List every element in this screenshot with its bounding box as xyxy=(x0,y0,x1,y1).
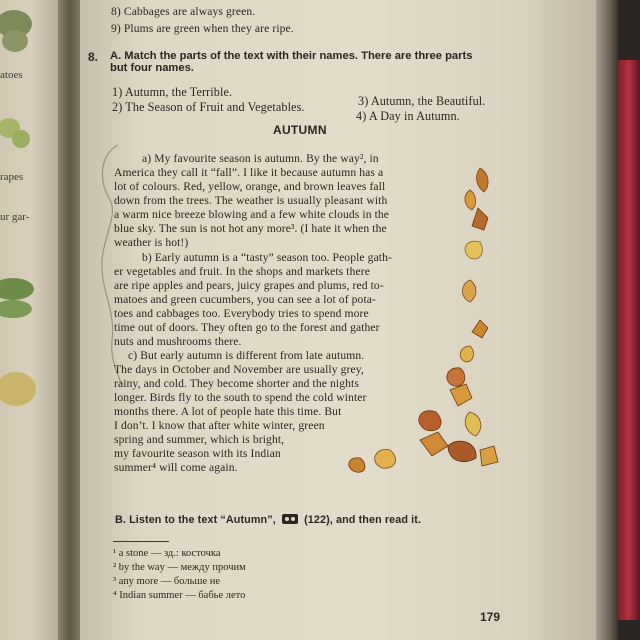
text-line: weather is hot!) xyxy=(114,236,189,249)
left-page-word: rapes xyxy=(0,171,24,183)
page-number: 179 xyxy=(480,610,501,624)
text-line: blue sky. The sun is not hot any more³. (I hate it when the xyxy=(114,222,387,235)
text-line: America they call it “fall”. I like it because autumn has a xyxy=(114,166,384,179)
text-line: rainy, and cold. They become shorter and the nights xyxy=(114,377,359,390)
text-line: The days in October and November are usually grey, xyxy=(114,363,364,376)
text-line: a warm nice breeze blowing and a few white clouds in the xyxy=(114,208,390,221)
instruction-line: A. Match the parts of the text with their names. There are three parts xyxy=(110,50,473,62)
text-line: my favourite season with its Indian xyxy=(114,447,281,460)
text-line: b) Early autumn is a “tasty” season too. People gath- xyxy=(142,251,392,264)
text-line: toes and cabbages too. Everybody tries to spend more xyxy=(114,307,369,320)
text-line: summer⁴ will come again. xyxy=(114,461,238,474)
instruction-line: but four names. xyxy=(110,62,194,74)
name-option: 4) A Day in Autumn. xyxy=(356,109,460,123)
text-line: matoes and green cucumbers, you can see a lot of pota- xyxy=(114,293,376,306)
text-line: time out of doors. They often go to the forest and gather xyxy=(114,321,380,334)
list-item: 9) Plums are green when they are ripe. xyxy=(111,22,294,35)
text-line: nuts and mushrooms there. xyxy=(114,335,242,348)
grapes-illustration xyxy=(12,130,30,148)
text-line: er vegetables and fruit. In the shops and markets there xyxy=(114,265,370,278)
text-line: a) My favourite season is autumn. By the way², in xyxy=(142,152,379,165)
list-item: 8) Cabbages are always green. xyxy=(111,5,256,18)
text-line: lot of colours. Red, yellow, orange, and brown leaves fall xyxy=(114,180,386,193)
footnote: ¹ a stone — зд.: косточка xyxy=(113,548,221,559)
text-line: c) But early autumn is different from late autumn. xyxy=(128,349,365,362)
book-cover-edge xyxy=(618,60,640,620)
listen-text: B. Listen to the text “Autumn”, xyxy=(115,514,276,526)
left-page-word: atoes xyxy=(0,69,23,81)
text-line: longer. Birds fly to the south to spend the cold winter xyxy=(114,391,367,404)
exercise-instruction xyxy=(110,50,472,74)
text-line: months there. A lot of people hate this time. But xyxy=(114,405,342,418)
footnote: ³ any more — больше не xyxy=(113,576,221,587)
exercise-number: 8. xyxy=(88,50,99,64)
footnote-divider xyxy=(113,541,169,542)
footnote: ² by the way — между прочим xyxy=(113,562,246,573)
potato-illustration xyxy=(2,30,28,52)
listen-instruction xyxy=(115,514,421,526)
left-page xyxy=(0,0,60,640)
footnote: ⁴ Indian summer — бабье лето xyxy=(113,590,246,601)
text-line: down from the trees. The weather is usually pleasant with xyxy=(114,194,388,207)
name-option: 1) Autumn, the Terrible. xyxy=(112,85,233,99)
cassette-icon xyxy=(282,514,298,524)
text-heading: AUTUMN xyxy=(273,123,327,137)
text-line: are ripe apples and pears, juicy grapes and plums, red to- xyxy=(114,279,384,292)
text-line: I don’t. I know that after white winter, green xyxy=(114,419,325,432)
name-option: 2) The Season of Fruit and Vegetables. xyxy=(112,100,305,114)
page-edge xyxy=(596,0,618,640)
name-option: 3) Autumn, the Beautiful. xyxy=(358,94,486,108)
listen-text: (122), and then read it. xyxy=(304,514,422,526)
left-page-word: ur gar- xyxy=(0,211,30,223)
text-line: spring and summer, which is bright, xyxy=(114,433,285,446)
